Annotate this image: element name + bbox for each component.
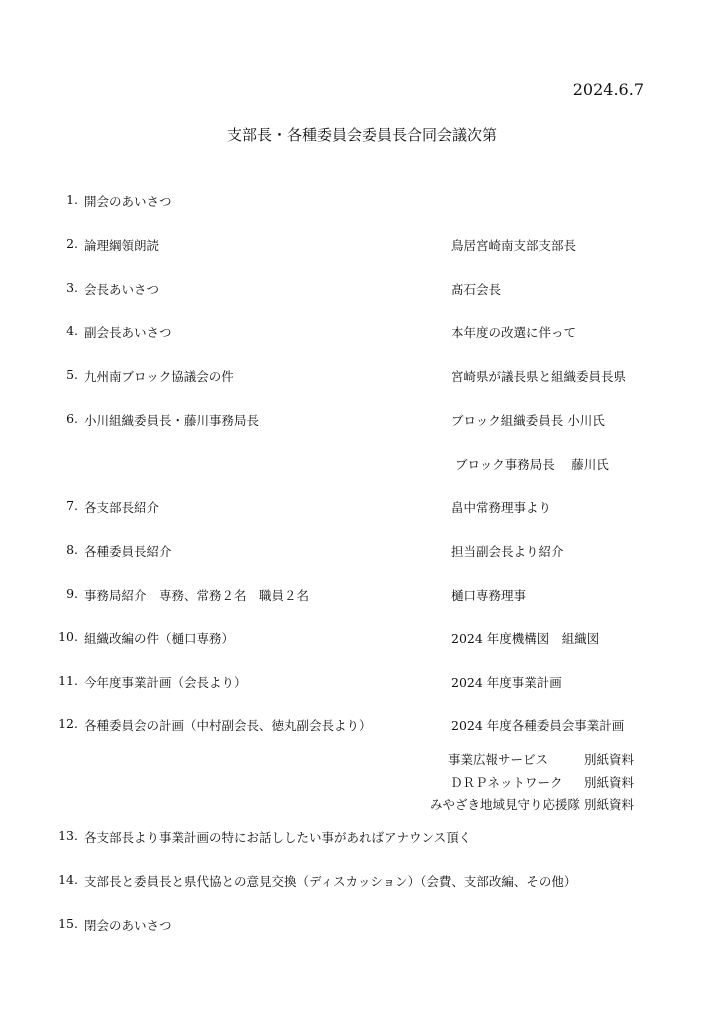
item-label: 事務局紹介 専務、常務２名 職員２名 (84, 588, 310, 603)
item-note-secondary: ブロック事務局長 藤川氏 (455, 457, 609, 472)
attachment-note: 別紙資料 (583, 797, 634, 812)
item-note: ブロック組織委員長 小川氏 (451, 413, 605, 428)
item-note: 畠中常務理事より (451, 500, 552, 515)
item-label: 開会のあいさつ (84, 194, 172, 209)
item-label: 各種委員長紹介 (84, 544, 172, 559)
item-number: 3. (66, 280, 78, 295)
item-label: 各種委員会の計画（中村副会長、徳丸副会長より） (84, 718, 372, 733)
item-label: 各支部長より事業計画の特にお話ししたい事があればアナウンス頂く (84, 830, 472, 845)
attachment-note: 別紙資料 (583, 752, 634, 767)
item-label: 論理綱領朗読 (84, 238, 160, 253)
item-number: 11. (58, 673, 78, 688)
item-label: 副会長あいさつ (84, 325, 172, 340)
item-number: 12. (58, 716, 78, 731)
item-note: 本年度の改選に伴って (451, 325, 577, 340)
item-note: 髙石会長 (451, 282, 502, 297)
item-number: 6. (66, 411, 78, 426)
item-number: 7. (66, 498, 78, 513)
attachment-name: みやざき地域見守り応援隊 (429, 797, 580, 812)
item-note: 2024 年度各種委員会事業計画 (451, 718, 625, 733)
item-number: 10. (58, 629, 78, 644)
attachment-note: 別紙資料 (583, 775, 634, 790)
item-note: 宮崎県が議長県と組織委員長県 (451, 369, 627, 384)
item-label: 小川組織委員長・藤川事務局長 (84, 413, 260, 428)
item-label: 支部長と委員長と県代協との意見交換（ディスカッション）（会費、支部改編、その他） (84, 874, 577, 889)
attachment-name: 事業広報サービス (448, 752, 549, 767)
item-note: 鳥居宮崎南支部支部長 (451, 238, 577, 253)
item-note: 2024 年度事業計画 (451, 675, 562, 690)
item-note: 2024 年度機構図 組織図 (451, 631, 600, 646)
item-label: 九州南ブロック協議会の件 (84, 369, 234, 384)
item-label: 今年度事業計画（会長より） (84, 675, 247, 690)
item-number: 9. (66, 586, 78, 601)
item-number: 8. (66, 542, 78, 557)
item-label: 会長あいさつ (84, 282, 160, 297)
item-note: 樋口専務理事 (451, 588, 527, 603)
item-label: 組織改編の件（樋口専務） (84, 631, 235, 646)
item-number: 2. (66, 236, 78, 251)
document-title: 支部長・各種委員会委員長合同会議次第 (226, 126, 497, 144)
item-number: 1. (66, 192, 78, 207)
item-number: 5. (66, 367, 78, 382)
item-number: 4. (66, 323, 78, 338)
attachment-name: ＤＲＰネットワーク (450, 775, 563, 790)
item-number: 13. (58, 828, 78, 843)
item-note: 担当副会長より紹介 (451, 544, 564, 559)
item-number: 14. (58, 872, 78, 887)
item-number: 15. (58, 916, 78, 931)
document-date: 2024.6.7 (572, 80, 644, 99)
item-label: 閉会のあいさつ (84, 918, 172, 933)
item-label: 各支部長紹介 (84, 500, 160, 515)
